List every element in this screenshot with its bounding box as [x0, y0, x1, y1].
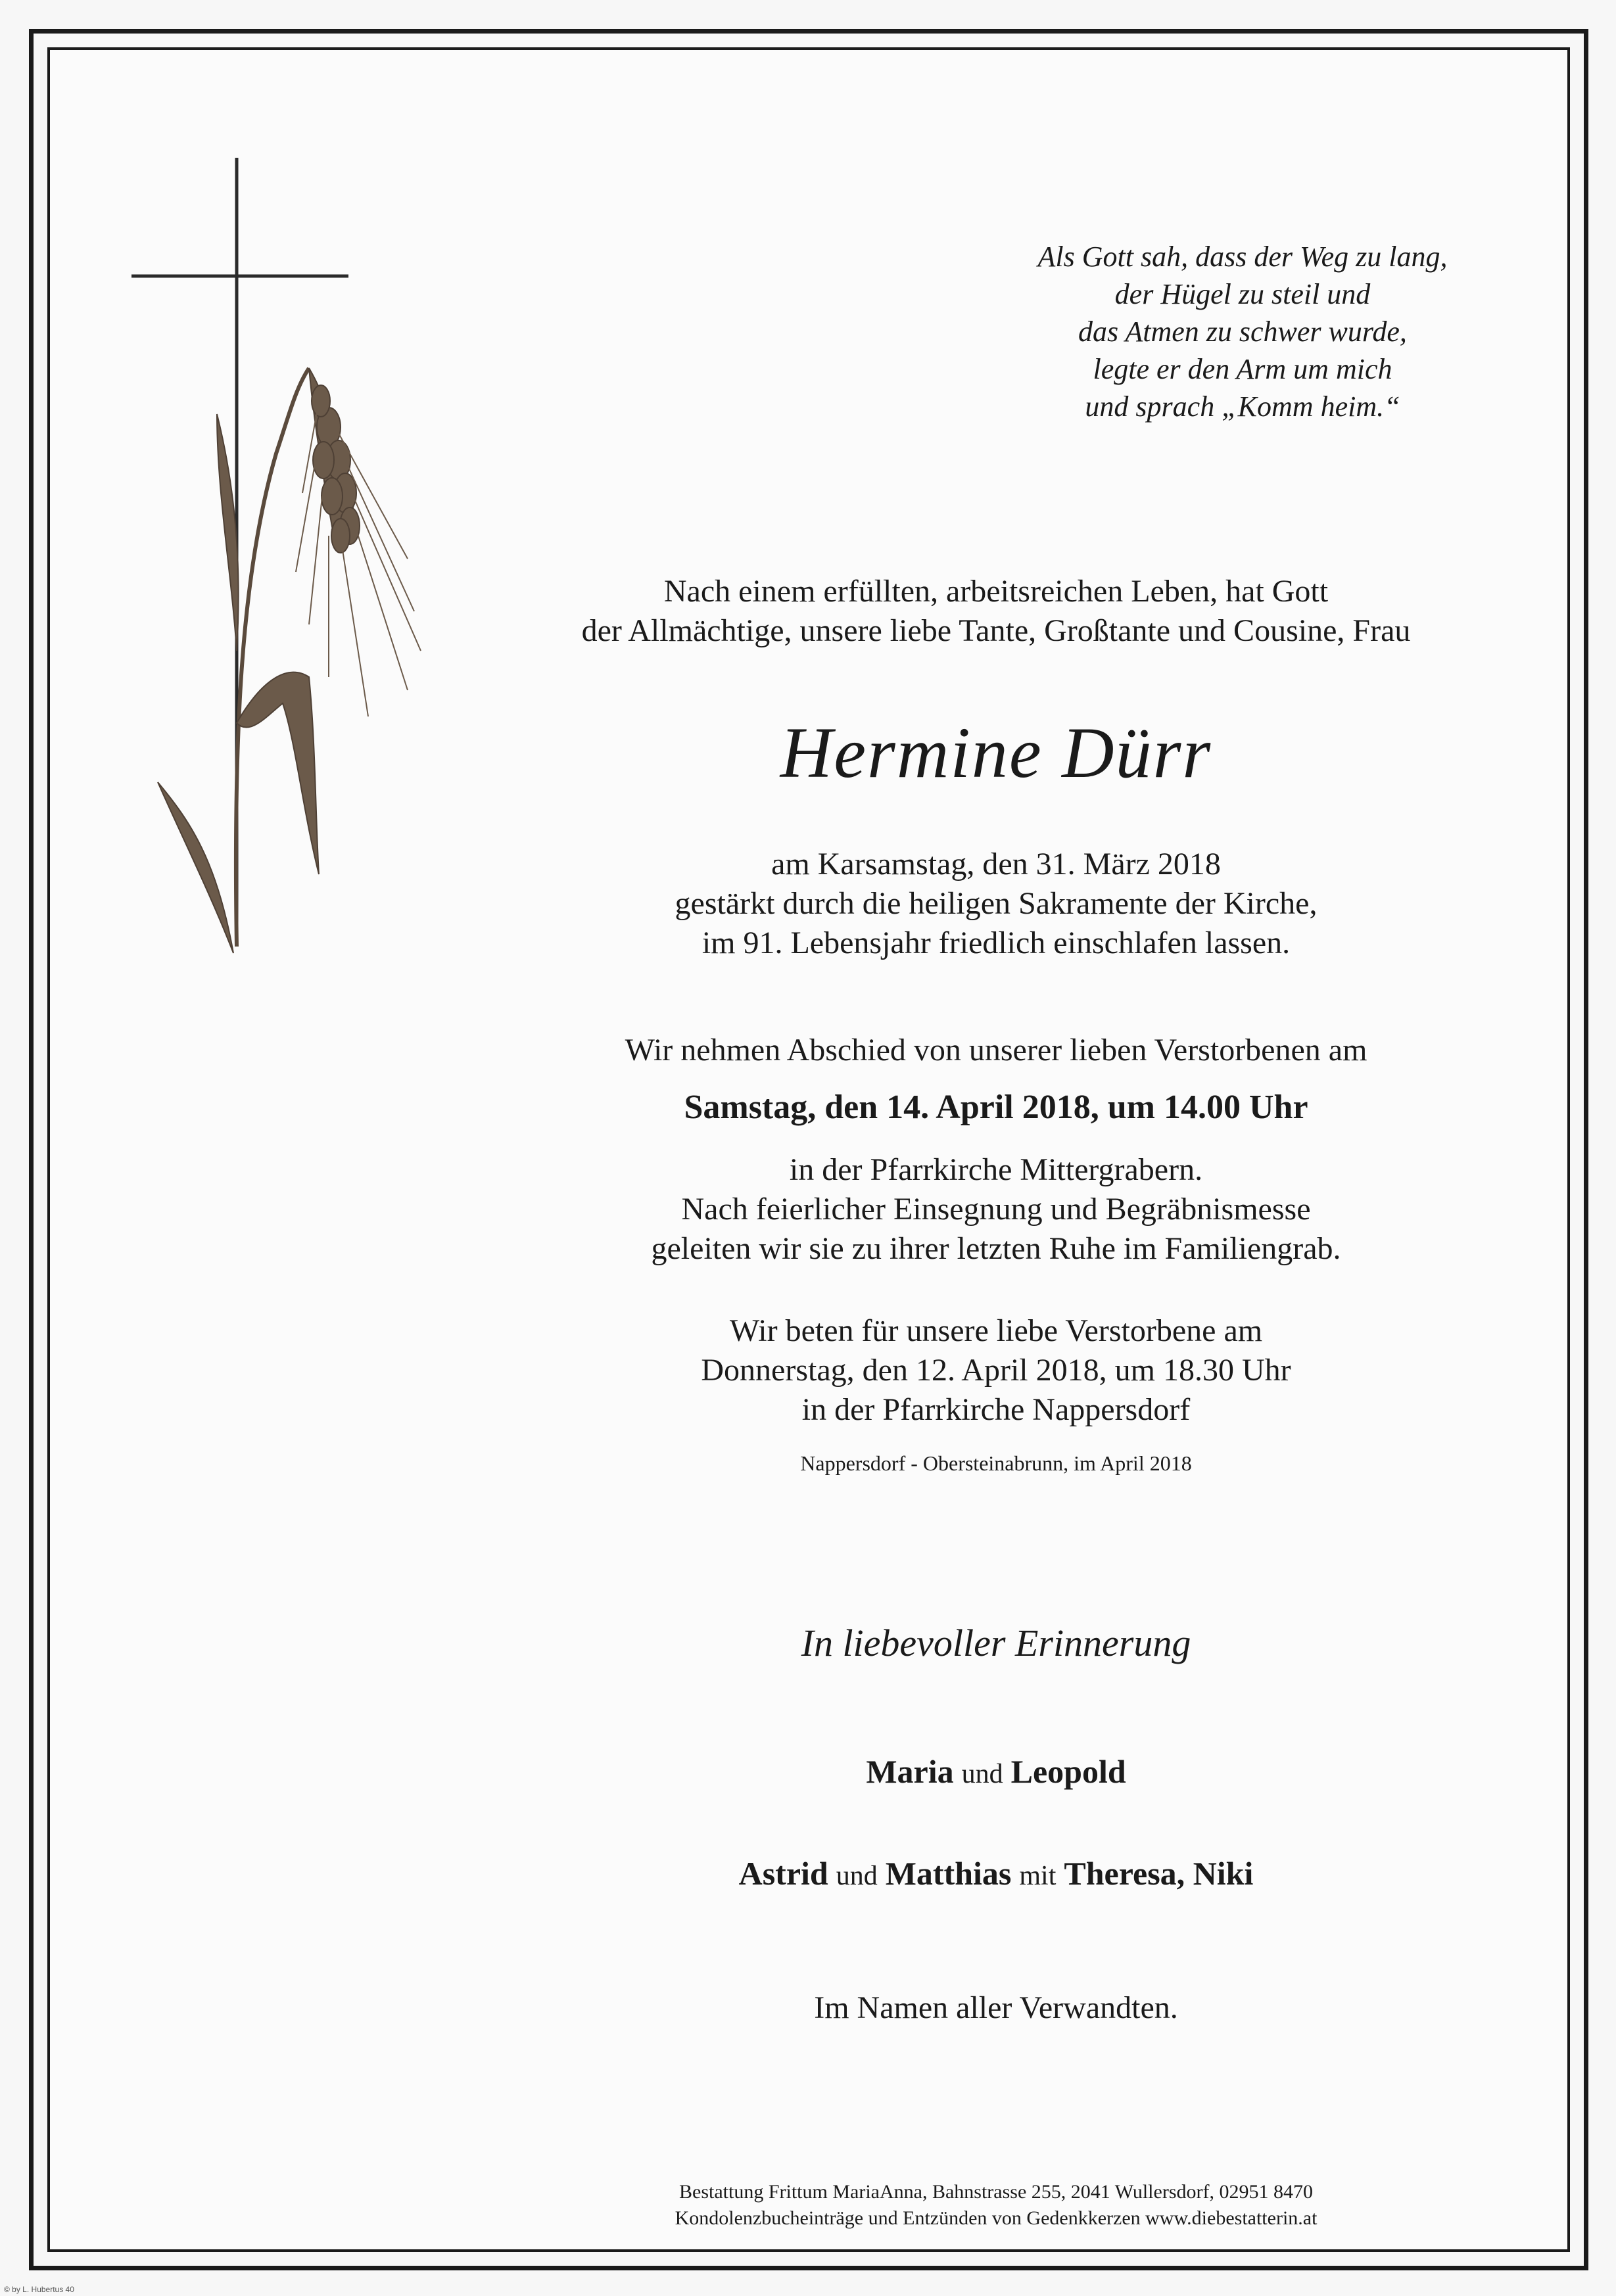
closing-line: Im Namen aller Verwandten. — [814, 1990, 1178, 2025]
family-name: Maria — [866, 1753, 954, 1790]
farewell-intro: Wir nehmen Abschied von unserer lieben Verstorbenen am — [625, 1033, 1367, 1067]
footer-line: Bestattung Frittum MariaAnna, Bahnstrasse 255, 2041 Wullersdorf, 02951 8470 — [679, 2181, 1313, 2203]
family-conjunction: und — [961, 1759, 1003, 1789]
prayer-line: in der Pfarrkirche Nappersdorf — [801, 1392, 1191, 1427]
prayer-line: Donnerstag, den 12. April 2018, um 18.30 Uhr — [701, 1353, 1291, 1388]
memory-heading: In liebevoller Erinnerung — [801, 1622, 1191, 1664]
intro-line: Nach einem erfüllten, arbeitsreichen Leben, hat Gott — [663, 574, 1329, 609]
family-line-2 — [329, 1854, 1616, 1896]
intro-line: der Allmächtige, unsere liebe Tante, Großtante und Cousine, Frau — [581, 613, 1411, 648]
death-line: gestärkt durch die heiligen Sakramente der Kirche, — [675, 886, 1318, 921]
poem-line: und sprach „Komm heim.“ — [1085, 390, 1400, 423]
footer-line: Kondolenzbucheinträge und Entzünden von Gedenkkerzen www.diebestatterin.at — [675, 2207, 1318, 2229]
place-date: Nappersdorf - Obersteinabrunn, im April 2018 — [800, 1451, 1192, 1475]
death-line: im 91. Lebensjahr friedlich einschlafen lassen. — [701, 925, 1291, 960]
funeral-detail-line: geleiten wir sie zu ihrer letzten Ruhe im Familiengrab. — [651, 1231, 1341, 1266]
family-name: Astrid — [738, 1855, 828, 1892]
prayer-line: Wir beten für unsere liebe Verstorbene am — [729, 1313, 1263, 1348]
funeral-detail-line: Nach feierlicher Einsegnung und Begräbnismesse — [681, 1192, 1311, 1227]
poem-line: das Atmen zu schwer wurde, — [1078, 316, 1407, 348]
poem-line: legte er den Arm um mich — [1093, 353, 1392, 385]
death-line: am Karsamstag, den 31. März 2018 — [771, 847, 1221, 881]
funeral-detail-line: in der Pfarrkirche Mittergrabern. — [789, 1152, 1203, 1187]
family-name: Theresa, Niki — [1064, 1855, 1254, 1892]
family-name: Leopold — [1010, 1753, 1126, 1790]
family-line-1 — [329, 1752, 1616, 1794]
family-conjunction: mit — [1019, 1861, 1057, 1891]
credit: © by L. Hubertus 40 — [4, 2285, 74, 2294]
family-conjunction: und — [836, 1861, 878, 1891]
family-name: Matthias — [885, 1855, 1012, 1892]
poem-line: der Hügel zu steil und — [1114, 278, 1371, 310]
poem-line: Als Gott sah, dass der Weg zu lang, — [1037, 241, 1448, 273]
deceased-name: Hermine Dürr — [780, 713, 1212, 793]
funeral-date: Samstag, den 14. April 2018, um 14.00 Uhr — [684, 1089, 1308, 1126]
